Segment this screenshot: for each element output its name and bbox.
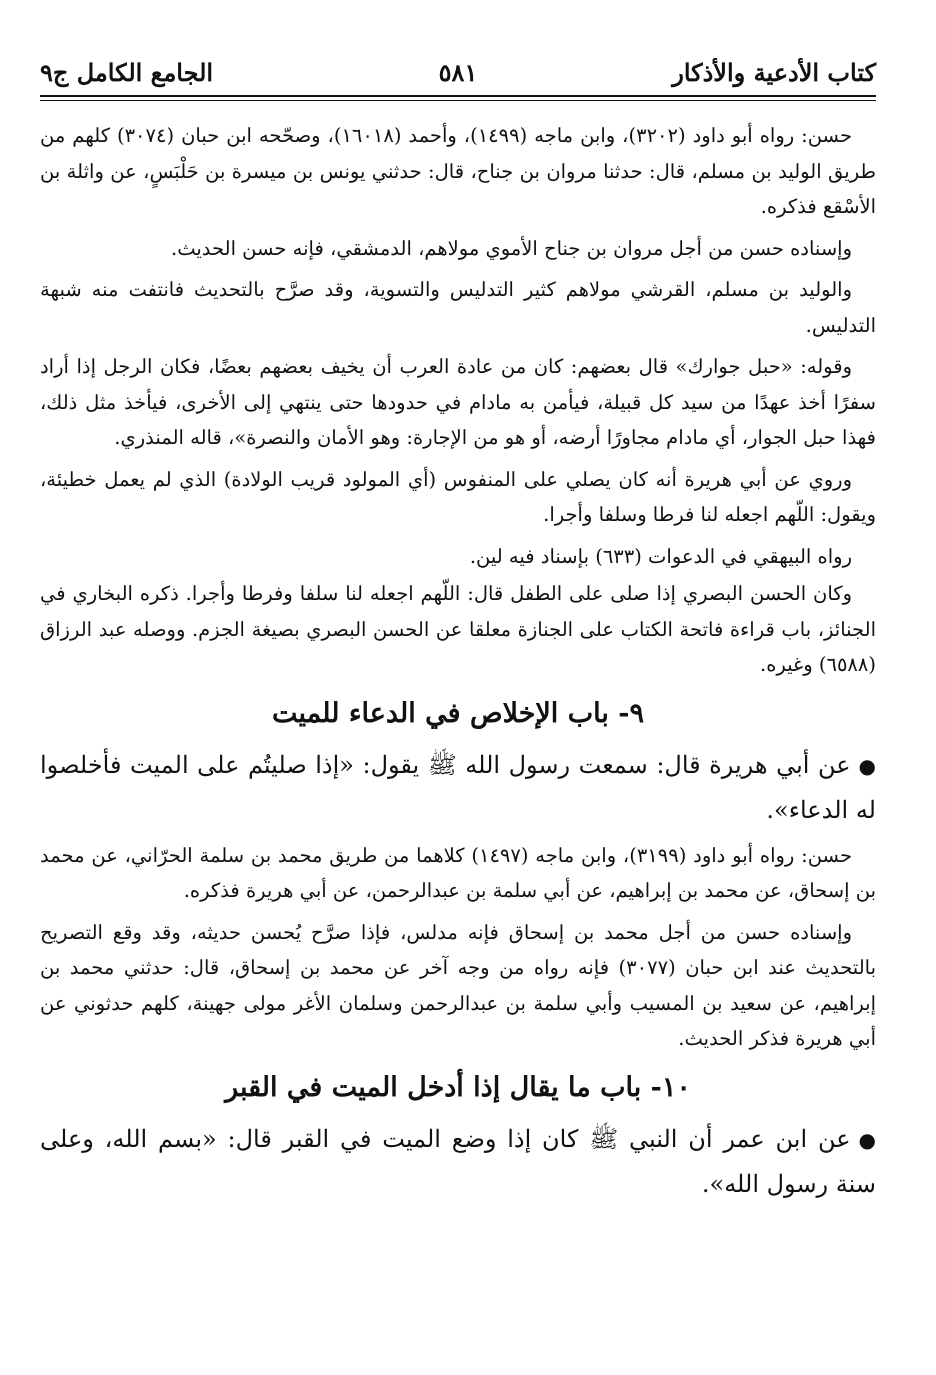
paragraph-takhrij-2: حسن: رواه أبو داود (٣١٩٩)، وابن ماجه (١٤٩٧) كلاهما من طريق محمد بن سلمة الحرّاني، عن محمد بن إسحاق، عن محمد بن إبراهيم، عن أبي سلمة بن عبدالرحمن، عن أبي هريرة فذكره.	[40, 843, 876, 902]
bullet-icon: ●	[858, 1127, 876, 1152]
book-title: كتاب الأدعية والأذكار	[672, 57, 876, 87]
paragraph-isnad-2: وإسناده حسن من أجل محمد بن إسحاق فإنه مدلس، فإذا صرَّح يُحسن حديثه، وقد وقع التصريح بالتحديث عند ابن حبان (٣٠٧٧) فإنه رواه من وجه آخر عن محمد بن إسحاق، قال: حدثني محمد بن إبراهيم، عن سعيد بن المسيب وأبي سلمة بن عبدالرحمن وسلمان الأغر مولى جهينة، كلهم حدثوني عن أبي هريرة فذكر الحديث.	[40, 920, 877, 1050]
paragraph-takhrij-1: حسن: رواه أبو داود (٣٢٠٢)، وابن ماجه (١٤٩٩)، وأحمد (١٦٠١٨)، وصحّحه ابن حبان (٣٠٧٤) كلهم من طريق الوليد بن مسلم، قال: حدثنا مروان بن جناح، قال: حدثني يونس بن ميسرة بن حَلْبَسٍ، عن واثلة بن الأسْقع فذكره.	[40, 124, 876, 218]
page-header	[40, 52, 876, 92]
section-heading-10: ١٠- باب ما يقال إذا أدخل الميت في القبر	[225, 1071, 691, 1103]
page-number: ٥٨١	[438, 58, 478, 87]
hadith-9-text: عن أبي هريرة قال: سمعت رسول الله ﷺ يقول: «إذا صليتُم على الميت فأخلصوا له الدعاء».	[40, 750, 876, 824]
page-body	[40, 118, 876, 1212]
hadith-9	[40, 743, 876, 832]
section-heading-9: ٩- باب الإخلاص في الدعاء للميت	[271, 697, 644, 729]
paragraph-bayhaqi: رواه البيهقي في الدعوات (٦٣٣) بإسناد فيه لين.	[469, 544, 852, 568]
bullet-icon: ●	[858, 753, 876, 778]
paragraph-walid: والوليد بن مسلم، القرشي مولاهم كثير التدليس والتسوية، وقد صرَّح بالتحديث فانتفت منه شبهة التدليس.	[40, 278, 876, 337]
hadith-10	[40, 1117, 876, 1206]
paragraph-isnad-1: وإسناده حسن من أجل مروان بن جناح الأموي مولاهم، الدمشقي، فإنه حسن الحديث.	[171, 236, 852, 260]
hadith-10-text: عن ابن عمر أن النبي ﷺ كان إذا وضع الميت في القبر قال: «بسم الله، وعلى سنة رسول الله».	[40, 1124, 876, 1198]
paragraph-habl-jiwar: وقوله: «حبل جوارك» قال بعضهم: كان من عادة العرب أن يخيف بعضهم بعضًا، فكان الرجل إذا أراد سفرًا أخذ عهدًا من سيد كل قبيلة، فيأمن به مادام في حدودها حتى ينتهي إلى الأخرى، فيأخذ مثل ذلك، فهذا حبل الجوار، أي مادام مجاورًا أرضه، أو هو من الإجارة: وهو الأمان والنصرة»، قاله المنذري.	[40, 355, 876, 449]
volume-title: الجامع الكامل ج٩	[40, 57, 214, 87]
header-rule	[40, 95, 876, 101]
paragraph-hasan-basri: وكان الحسن البصري إذا صلى على الطفل قال: اللّهم اجعله لنا سلفا وفرطا وأجرا. ذكره البخاري في الجنائز، باب قراءة فاتحة الكتاب على الجنازة معلقا عن الحسن البصري بصيغة الجزم. ووصله عبد الرزاق (٦٥٨٨) وغيره.	[40, 582, 876, 676]
paragraph-abu-hurayra: وروي عن أبي هريرة أنه كان يصلي على المنفوس (أي المولود قريب الولادة) الذي لم يعمل خطيئة، ويقول: اللّهم اجعله لنا فرطا وسلفا وأجرا.	[40, 467, 876, 526]
